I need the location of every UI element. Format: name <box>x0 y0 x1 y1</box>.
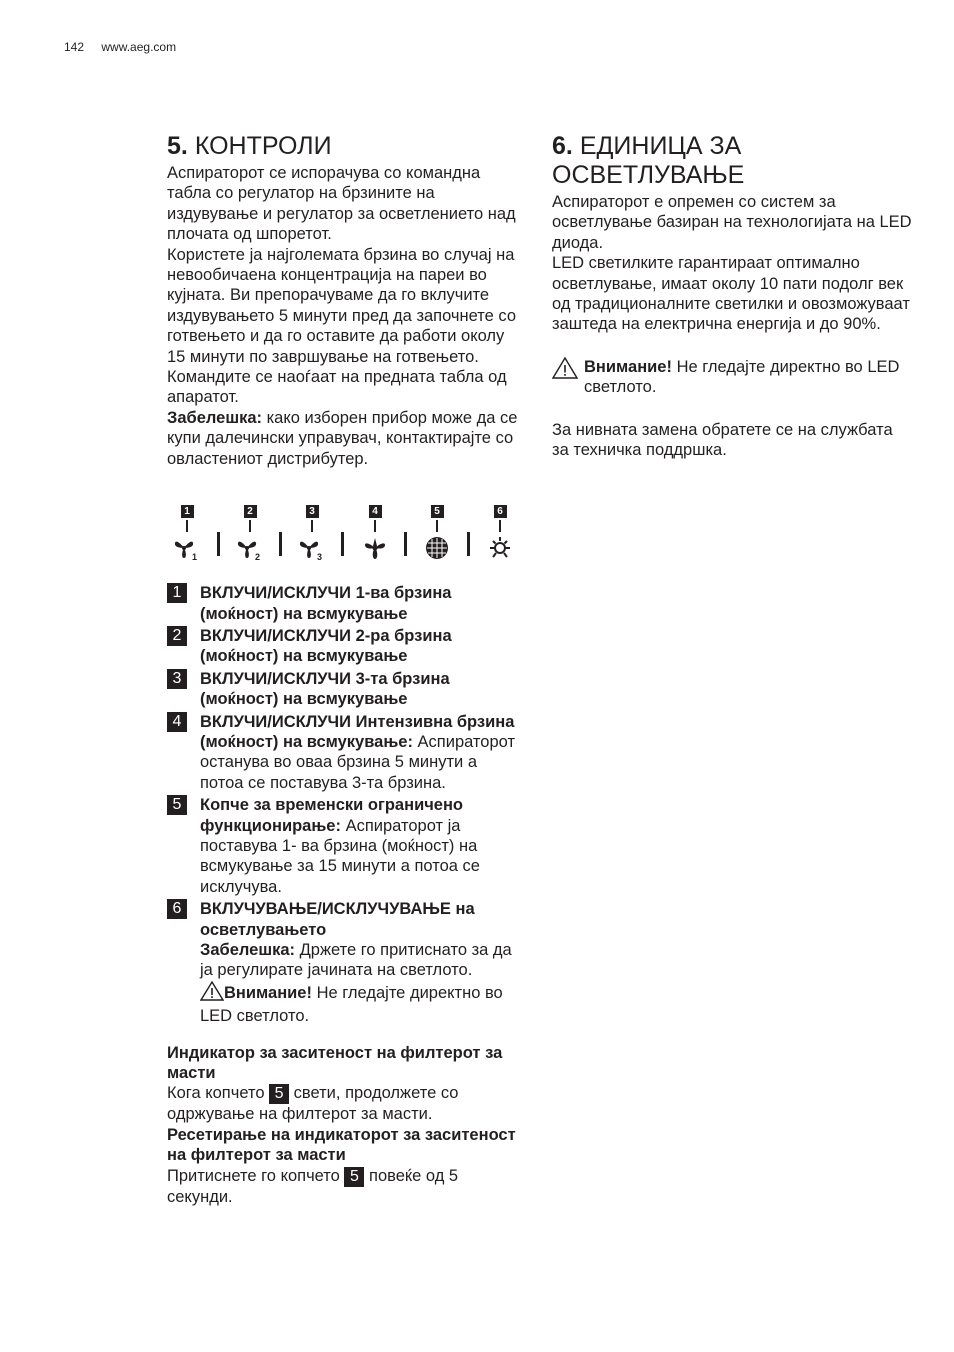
paragraph: За нивната замена обратете се на службата за техничка поддршка. <box>552 420 893 460</box>
section-title: 6. ЕДИНИЦА ЗА ОСВЕТЛУВАЊЕ <box>552 132 745 189</box>
paragraph: LED светилките гарантираат оптимално осветлување, имаат околу 10 пати подолг век од традиционалните светилки и овозможуваат заштеда на електрична енергија и до 90%. <box>552 254 910 334</box>
control-5: 5 <box>417 499 457 561</box>
paragraph: Притиснете го копчето 5 повеќе од 5 секунди. <box>167 1166 459 1206</box>
warning-icon <box>552 357 578 384</box>
warning-icon <box>200 981 224 1006</box>
svg-text:1: 1 <box>192 551 198 562</box>
item-number-badge: 3 <box>167 669 187 689</box>
list-item: 6 ВКЛУЧУВАЊЕ/ИСКЛУЧУВАЊЕ на осветлувањето Забелешка: Држете го притиснато за да ја регулирате јачината на светлото. Внимание! Не гледајте директно во LED светлото. <box>167 899 522 1026</box>
controls-list <box>167 583 522 1027</box>
item-number-badge: 6 <box>167 899 187 919</box>
item-number-badge: 2 <box>167 626 187 646</box>
item-number-badge: 5 <box>167 795 187 815</box>
fan-speed-1-icon <box>167 536 207 562</box>
page-header <box>64 40 190 54</box>
warning: Внимание! Не гледајте директно во LED светлото. <box>552 357 912 398</box>
paragraph: Кога копчето 5 свети, продолжете со одржување на филтерот за масти. <box>167 1084 459 1124</box>
paragraph: Користете ја најголемата брзина во случај на невообичаена концентрација на пареи во кујната. Ви препорачуваме да го вклучите издувувањето 5 минути пред да започнете со готвењето и да го оставите да работи околу 15 минути по завршување на готвењето. <box>167 245 517 366</box>
list-item: 1 ВКЛУЧИ/ИСКЛУЧИ 1-ва брзина (моќност) на всмукување <box>167 583 522 624</box>
svg-text:2: 2 <box>255 551 261 562</box>
list-item: 4 ВКЛУЧИ/ИСКЛУЧИ Интензивна брзина (моќност) на всмукување: Аспираторот останува во оваа брзина 5 минути а потоа се поставува 3-та брзина. <box>167 712 522 794</box>
item-number-badge: 1 <box>167 583 187 603</box>
button-5-badge: 5 <box>269 1084 289 1104</box>
paragraph: Аспираторот е опремен со систем за осветлување базиран на технологијата на LED диода. <box>552 193 912 252</box>
list-item: 2 ВКЛУЧИ/ИСКЛУЧИ 2-ра брзина (моќност) на всмукување <box>167 626 522 667</box>
section-title: 5. КОНТРОЛИ <box>167 132 332 160</box>
light-icon <box>480 536 520 562</box>
section-lighting <box>552 132 912 460</box>
control-1: 1 1 <box>167 499 207 561</box>
website: www.aeg.com <box>101 40 177 54</box>
fan-intensive-icon <box>355 536 395 562</box>
control-6: 6 <box>480 499 520 561</box>
control-3: 3 3 <box>292 499 332 561</box>
fan-speed-3-icon <box>292 536 332 562</box>
control-2: 2 2 <box>230 499 270 561</box>
fan-speed-2-icon <box>230 536 270 562</box>
grease-filter-icon <box>417 536 457 562</box>
section-controls <box>167 132 522 1207</box>
svg-text:3: 3 <box>317 551 323 562</box>
control-4: 4 <box>355 499 395 561</box>
button-5-badge: 5 <box>344 1167 364 1187</box>
note: Забелешка: како изборен прибор може да се купи далечински управувач, контактирајте со овластениот дистрибутер. <box>167 408 518 468</box>
paragraph: Аспираторот се испорачува со командна табла со регулатор на брзините на издувување и регулатор за осветлението над плочата од шпоретот. <box>167 164 516 244</box>
list-item: 3 ВКЛУЧИ/ИСКЛУЧИ 3-та брзина (моќност) на всмукување <box>167 669 522 710</box>
filter-reset-heading: Ресетирање на индикаторот за заситеност на филтерот за масти <box>167 1125 516 1165</box>
page-number: 142 <box>64 40 85 54</box>
paragraph: Командите се наоѓаат на предната табла од апаратот. <box>167 368 507 407</box>
item-number-badge: 4 <box>167 712 187 732</box>
list-item: 5 Копче за временски ограничено функционирање: Аспираторот ја поставува 1- ва брзина (моќност) на всмукување за 15 минути а потоа се исклучува. <box>167 795 522 897</box>
filter-indicator-heading: Индикатор за заситеност на филтерот за масти <box>167 1043 503 1083</box>
